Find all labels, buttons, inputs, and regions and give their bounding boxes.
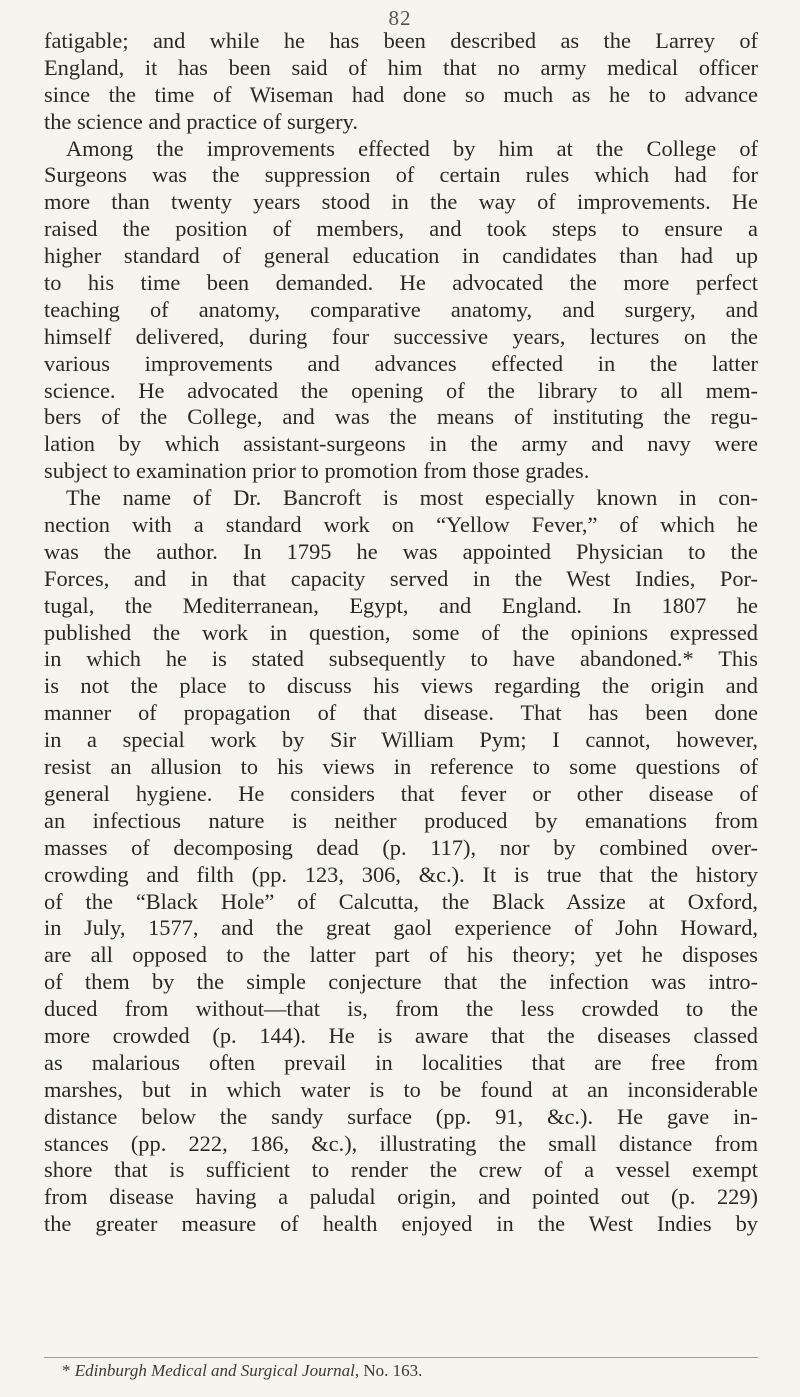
text-line: of them by the simple conjecture that the infection was intro- (44, 969, 758, 995)
text-line: published the work in question, some of the opinions expressed (44, 619, 758, 645)
text-line: masses of decomposing dead (p. 117), nor by combined over- (44, 834, 758, 860)
page-number: 82 (388, 6, 412, 30)
text-line: an infectious nature is neither produced by emanations from (44, 807, 758, 833)
text-line: higher standard of general education in candidates than had up (44, 243, 758, 269)
text-line: manner of propagation of that disease. That has been done (44, 700, 758, 726)
text-line: Surgeons was the suppression of certain rules which had for (44, 162, 758, 188)
text-line: bers of the College, and was the means of instituting the regu- (44, 404, 758, 430)
text-line: general hygiene. He considers that fever or other disease of (44, 780, 758, 806)
text-line: nection with a standard work on “Yellow Fever,” of which he (44, 512, 758, 538)
footnote-source: Edinburgh Medical and Surgical Journal (74, 1361, 355, 1380)
text-line: various improvements and advances effected in the latter (44, 350, 758, 376)
footnote-marker: * (62, 1361, 71, 1380)
text-line: stances (pp. 222, 186, &c.), illustrating the small distance from (44, 1130, 758, 1156)
text-line: lation by which assistant-surgeons in the army and navy were (44, 431, 758, 457)
text-line: more than twenty years stood in the way of improvements. He (44, 189, 758, 215)
text-line: teaching of anatomy, comparative anatomy, and surgery, and (44, 296, 758, 322)
text-line: shore that is sufficient to render the crew of a vessel exempt (44, 1157, 758, 1183)
text-line: more crowded (p. 144). He is aware that the diseases classed (44, 1022, 758, 1048)
text-line: duced from without—that is, from the less crowded to the (44, 996, 758, 1022)
text-line: Forces, and in that capacity served in the West Indies, Por- (44, 565, 758, 591)
text-line: in July, 1577, and the great gaol experience of John Howard, (44, 915, 758, 941)
text-line: in a special work by Sir William Pym; I cannot, however, (44, 727, 758, 753)
text-line: England, it has been said of him that no army medical officer (44, 54, 758, 80)
text-line: marshes, but in which water is to be found at an inconsiderable (44, 1076, 758, 1102)
text-line: distance below the sandy surface (pp. 91, &c.). He gave in- (44, 1103, 758, 1129)
text-line: in which he is stated subsequently to have abandoned.* This (44, 646, 758, 672)
text-line: from disease having a paludal origin, and pointed out (p. 229) (44, 1184, 758, 1210)
text-line: is not the place to discuss his views regarding the origin and (44, 673, 758, 699)
footnote (62, 1360, 422, 1382)
text-line: fatigable; and while he has been described as the Larrey of (44, 28, 758, 53)
text-line: are all opposed to the latter part of his theory; yet he disposes (44, 942, 758, 968)
text-line: since the time of Wiseman had done so much as he to advance (44, 81, 758, 107)
text-line: The name of Dr. Bancroft is most especially known in con- (66, 485, 758, 511)
text-line: resist an allusion to his views in reference to some questions of (44, 754, 758, 780)
text-line: as malarious often prevail in localities that are free from (44, 1049, 758, 1075)
text-line: to his time been demanded. He advocated the more perfect (44, 270, 758, 296)
text-line: Among the improvements effected by him at the College of (66, 135, 758, 161)
footnote-issue: , No. 163. (354, 1361, 423, 1380)
text-line: science. He advocated the opening of the library to all mem- (44, 377, 758, 403)
footnote-rule (44, 1357, 758, 1358)
text-line: himself delivered, during four successive years, lectures on the (44, 323, 758, 349)
text-line: the greater measure of health enjoyed in the West Indies by (44, 1211, 758, 1237)
text-line: of the “Black Hole” of Calcutta, the Black Assize at Oxford, (44, 888, 758, 914)
text-line: the science and practice of surgery. (44, 108, 358, 134)
body-text (44, 28, 758, 1238)
text-line: crowding and filth (pp. 123, 306, &c.). It is true that the history (44, 861, 758, 887)
text-line: subject to examination prior to promotion from those grades. (44, 458, 590, 484)
text-line: raised the position of members, and took steps to ensure a (44, 216, 758, 242)
text-line: tugal, the Mediterranean, Egypt, and England. In 1807 he (44, 592, 758, 618)
text-line: was the author. In 1795 he was appointed Physician to the (44, 538, 758, 564)
